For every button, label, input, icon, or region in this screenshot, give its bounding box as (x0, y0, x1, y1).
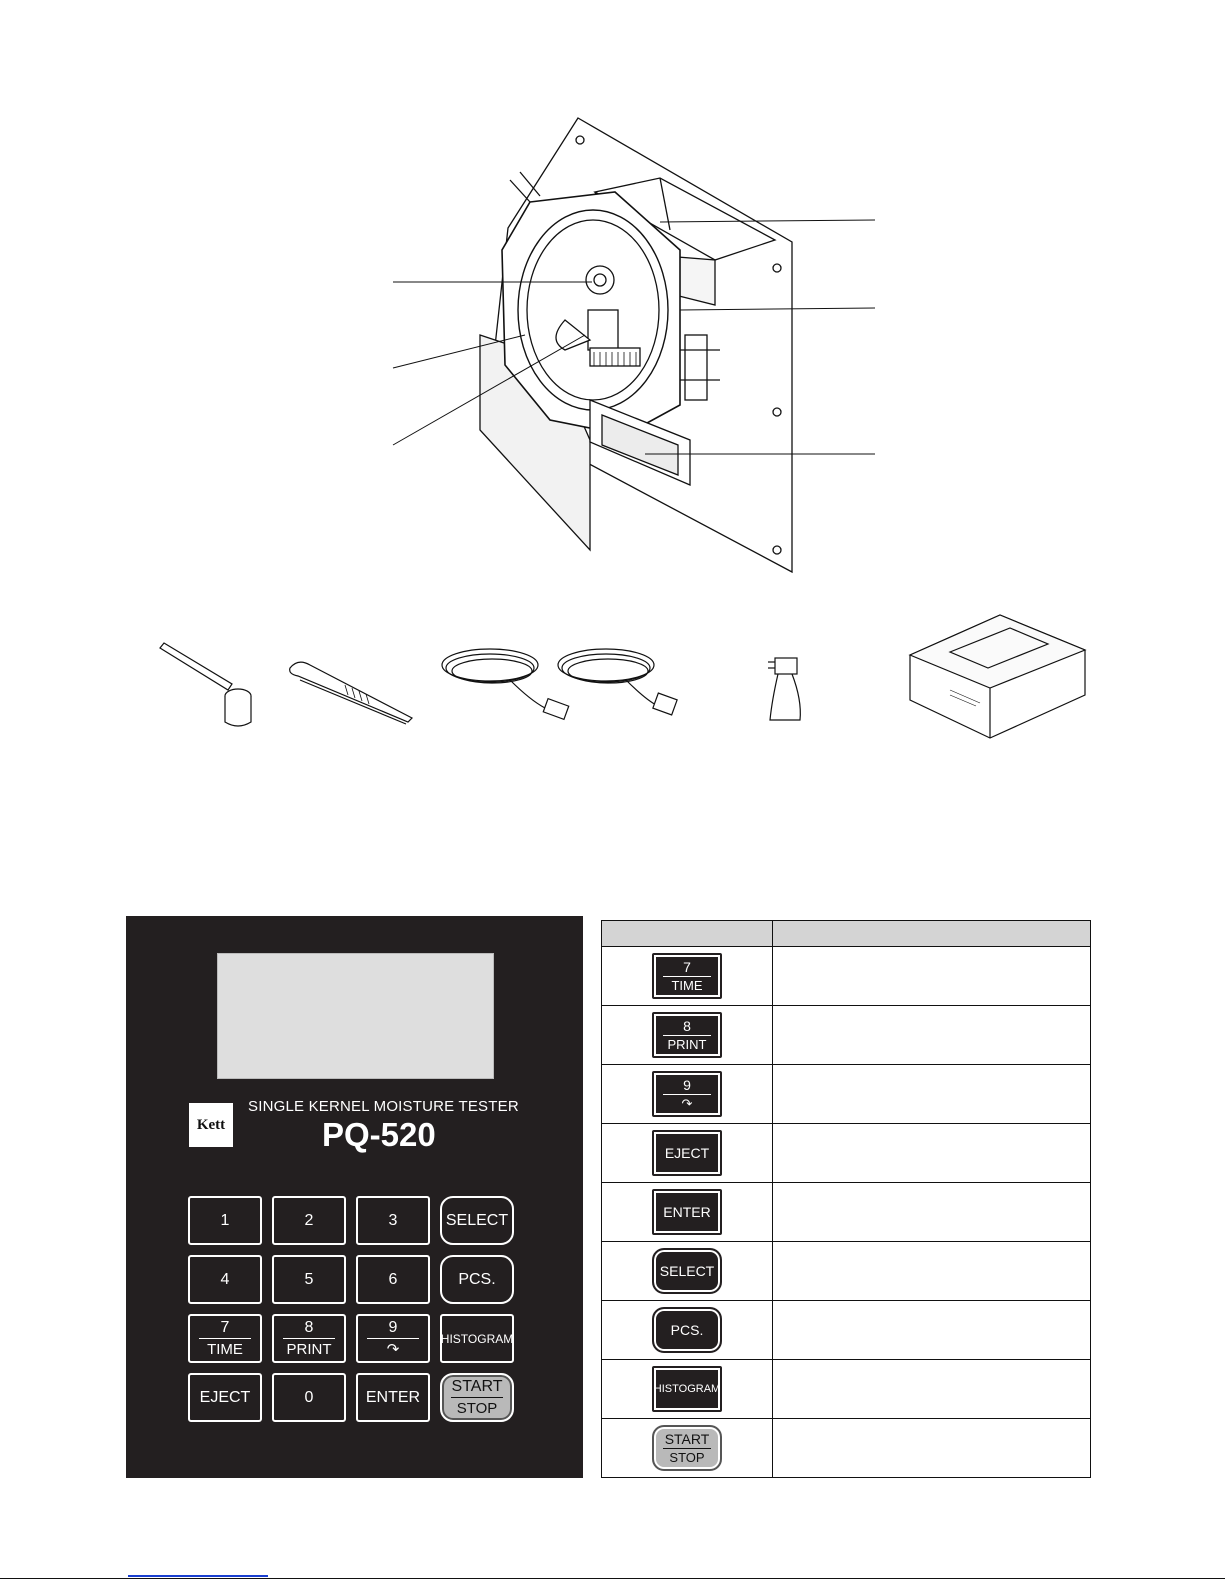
key-5[interactable] (272, 1255, 346, 1304)
key-9-rotate-icon (652, 1071, 722, 1117)
key-3[interactable] (356, 1196, 430, 1245)
footer-rule (0, 1578, 1225, 1579)
key-0[interactable] (272, 1373, 346, 1422)
select-key-icon (652, 1248, 722, 1294)
key-9-rotate[interactable] (356, 1314, 430, 1363)
key-label: 6 (388, 1270, 398, 1288)
enter-key[interactable] (356, 1373, 430, 1422)
table-row (602, 1183, 1090, 1242)
key-7-time-icon (652, 953, 722, 999)
key-4[interactable] (188, 1255, 262, 1304)
key-divider (451, 1397, 503, 1398)
key-sublabel: STOP (456, 1400, 498, 1417)
key-label: 7 (220, 1319, 230, 1336)
key-2[interactable] (272, 1196, 346, 1245)
pcs-key[interactable] (440, 1255, 514, 1304)
key-label: HISTOGRAM (653, 1383, 721, 1395)
key-label: 2 (304, 1211, 314, 1229)
pcs-key-icon (652, 1307, 722, 1353)
plug-adapter (768, 658, 800, 720)
table-row (602, 1065, 1090, 1124)
key-label: EJECT (664, 1145, 710, 1161)
kett-logo: Kett (189, 1103, 233, 1147)
accessories-illustration (150, 610, 1100, 750)
footer-link-underline[interactable] (128, 1575, 268, 1577)
key-label: 4 (220, 1270, 230, 1288)
eject-key-icon (652, 1130, 722, 1176)
product-subtitle: SINGLE KERNEL MOISTURE TESTER (248, 1098, 519, 1115)
key-label: HISTOGRAM (440, 1331, 514, 1346)
key-label: ENTER (365, 1388, 421, 1406)
key-divider (367, 1338, 419, 1339)
key-label: PCS. (670, 1322, 704, 1338)
table-row (602, 1006, 1090, 1065)
rotate-arrow-icon: ↷ (681, 1096, 693, 1111)
key-label: START (664, 1431, 710, 1447)
key-sublabel: PRINT (667, 1037, 707, 1052)
start-stop-key-icon (652, 1425, 722, 1471)
tweezers (290, 662, 412, 724)
printer (910, 615, 1085, 738)
key-sublabel: TIME (671, 978, 703, 993)
key-label: 9 (683, 1077, 691, 1093)
key-label: EJECT (199, 1388, 251, 1406)
key-label: 0 (304, 1388, 314, 1406)
start-stop-key[interactable] (440, 1373, 514, 1422)
key-1[interactable] (188, 1196, 262, 1245)
select-key[interactable] (440, 1196, 514, 1245)
scoop (160, 643, 251, 726)
lcd-display (217, 953, 494, 1079)
key-7-time[interactable] (188, 1314, 262, 1363)
power-cable-2 (558, 649, 677, 715)
table-row (602, 1124, 1090, 1183)
table-row (602, 1301, 1090, 1360)
key-reference-table (601, 920, 1091, 1478)
key-label: 5 (304, 1270, 314, 1288)
key-sublabel: STOP (669, 1450, 705, 1465)
key-label: START (451, 1378, 503, 1395)
key-divider (199, 1338, 251, 1339)
brush (590, 348, 640, 366)
power-cable-1 (442, 649, 569, 719)
table-row (602, 947, 1090, 1006)
control-panel (126, 916, 583, 1478)
key-8-print-icon (652, 1012, 722, 1058)
table-row (602, 1360, 1090, 1419)
rotate-arrow-icon: ↷ (386, 1341, 400, 1358)
histogram-key[interactable] (440, 1314, 514, 1363)
side-bracket (685, 335, 707, 400)
mechanism-illustration (380, 110, 900, 580)
keypad (188, 1196, 522, 1426)
key-label: 8 (304, 1319, 314, 1336)
key-label: SELECT (659, 1263, 715, 1279)
key-label: 3 (388, 1211, 398, 1229)
model-name: PQ-520 (322, 1116, 436, 1153)
key-6[interactable] (356, 1255, 430, 1304)
key-sublabel: PRINT (286, 1341, 332, 1358)
key-label: 8 (683, 1018, 691, 1034)
enter-key-icon (652, 1189, 722, 1235)
key-label: 9 (388, 1319, 398, 1336)
key-label: PCS. (458, 1270, 496, 1288)
table-row (602, 1419, 1090, 1477)
key-label: 7 (683, 959, 691, 975)
table-row (602, 1242, 1090, 1301)
key-label: SELECT (445, 1211, 509, 1229)
key-label: ENTER (663, 1204, 711, 1220)
key-sublabel: TIME (207, 1341, 243, 1358)
key-label: 1 (220, 1211, 230, 1229)
key-divider (283, 1338, 335, 1339)
eject-key[interactable] (188, 1373, 262, 1422)
histogram-key-icon (652, 1366, 722, 1412)
key-8-print[interactable] (272, 1314, 346, 1363)
table-header (602, 921, 1090, 947)
